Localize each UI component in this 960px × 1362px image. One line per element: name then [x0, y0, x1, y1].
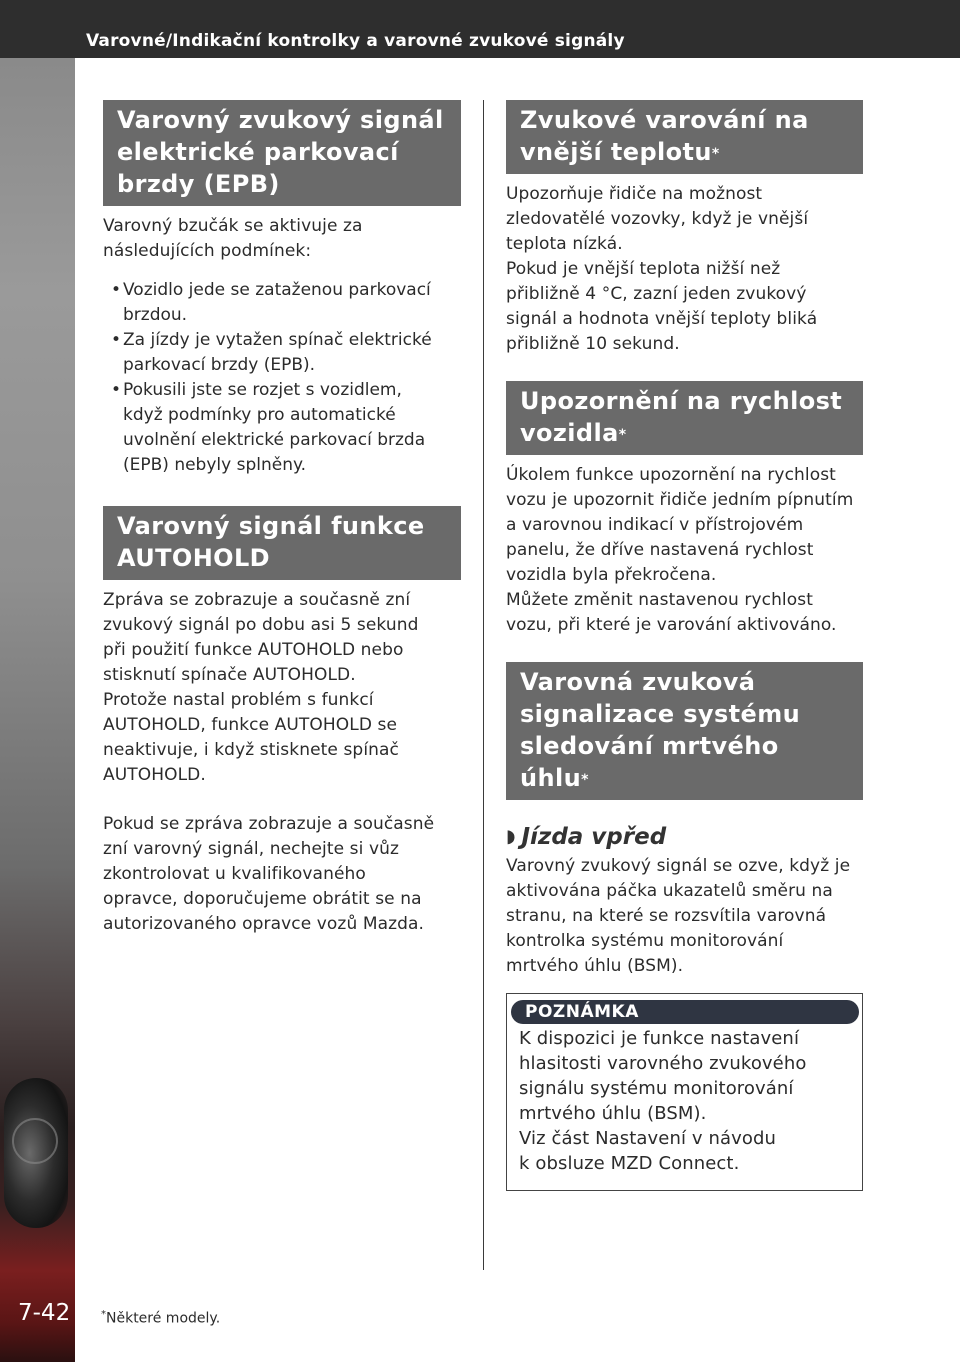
page-number: 7-42: [18, 1300, 71, 1326]
footnote-mark: *: [101, 1309, 106, 1320]
paragraph-line: aktivována páčka ukazatelů směru na: [506, 881, 833, 901]
section-heading-outside-temp: [506, 100, 863, 174]
right-column: [506, 100, 863, 1191]
paragraph-line: stisknutí spínače AUTOHOLD.: [103, 665, 356, 685]
paragraph-line: zledovatělé vozovky, když je vnější: [506, 209, 809, 229]
paragraph-line: Varovný zvukový signál se ozve, když je: [506, 856, 851, 876]
paragraph-line: vozidla byla překročena.: [506, 565, 717, 585]
section-heading-bsm: [506, 662, 863, 800]
autohold-paragraph-2: [103, 812, 461, 937]
paragraph-line: neaktivuje, i když stisknete spínač: [103, 740, 399, 760]
bsm-paragraph: [506, 854, 863, 979]
paragraph-line: Zpráva se zobrazuje a současně zní: [103, 590, 411, 610]
heading-line: Varovná zvuková: [520, 668, 756, 696]
paragraph-line: následujících podmínek:: [103, 241, 312, 261]
section-heading-autohold: [103, 506, 461, 580]
bullet-line: Pokusili jste se rozjet s vozidlem,: [123, 380, 402, 400]
paragraph-line: Protože nastal problém s funkcí: [103, 690, 374, 710]
paragraph-line: Pokud je vnější teplota nižší než: [506, 259, 781, 279]
paragraph-line: AUTOHOLD, funkce AUTOHOLD se: [103, 715, 398, 735]
bullet-item: [103, 328, 461, 378]
paragraph-line: panelu, že dříve nastavená rychlost: [506, 540, 814, 560]
paragraph-line: zní varovný signál, nechejte si vůz: [103, 839, 400, 859]
note-line: K dispozici je funkce nastavení: [519, 1028, 800, 1049]
note-line: k obsluze MZD Connect.: [519, 1153, 740, 1174]
bullet-item: [103, 278, 461, 328]
section-heading-epb: [103, 100, 461, 206]
paragraph-line: a varovnou indikací v přístrojovém: [506, 515, 804, 535]
paragraph-line: Pokud se zpráva zobrazuje a současně: [103, 814, 435, 834]
left-column: [103, 100, 461, 937]
bullet-line: když podmínky pro automatické: [123, 405, 396, 425]
bullet-line: parkovací brzdy (EPB).: [123, 355, 316, 375]
heading-line: [520, 136, 849, 168]
paragraph-line: autorizovaného opravce vozů Mazda.: [103, 914, 425, 934]
bullet-line: Za jízdy je vytažen spínač elektrické: [123, 330, 432, 350]
bullet-line: Vozidlo jede se zataženou parkovací: [123, 280, 431, 300]
note-line: signálu systému monitorování: [519, 1078, 794, 1099]
bullet-line: uvolnění elektrické parkovací brzda: [123, 430, 426, 450]
header-bar: [0, 0, 960, 58]
paragraph-line: opravce, doporučujeme obrátit se na: [103, 889, 422, 909]
paragraph-line: přibližně 4 °C, zazní jeden zvukový: [506, 284, 807, 304]
heading-line: [520, 417, 849, 449]
paragraph-line: přibližně 10 sekund.: [506, 334, 680, 354]
note-label: POZNÁMKA: [511, 1000, 859, 1024]
subsection-heading: [506, 822, 863, 854]
heading-line: Varovný signál funkce: [117, 512, 425, 540]
bullet-item: [103, 378, 461, 478]
section-heading-speed-alert: [506, 381, 863, 455]
paragraph-line: vozu je upozornit řidiče jedním pípnutím: [506, 490, 854, 510]
paragraph-line: zkontrolovat u kvalifikovaného: [103, 864, 366, 884]
paragraph-line: zvukový signál po dobu asi 5 sekund: [103, 615, 419, 635]
paragraph-line: mrtvého úhlu (BSM).: [506, 956, 684, 976]
paragraph-line: Úkolem funkce upozornění na rychlost: [506, 465, 836, 485]
asterisk-mark: *: [618, 427, 627, 443]
heading-line: Zvukové varování na: [520, 106, 809, 134]
autohold-paragraph-1: [103, 588, 461, 788]
paragraph-line: stranu, na které se rozsvítila varovná: [506, 906, 827, 926]
paragraph-line: teplota nízká.: [506, 234, 623, 254]
heading-line: elektrické parkovací: [117, 138, 399, 166]
subsection-title: Jízda vpřed: [521, 824, 667, 850]
heading-line: AUTOHOLD: [117, 544, 271, 572]
heading-line: brzdy (EPB): [117, 170, 280, 198]
footnote: [101, 1309, 220, 1327]
note-line: Viz část Nastavení v návodu: [519, 1128, 777, 1149]
note-line: hlasitosti varovného zvukového: [519, 1053, 807, 1074]
footnote-text: Některé modely.: [106, 1310, 221, 1327]
paragraph-line: AUTOHOLD.: [103, 765, 206, 785]
headlamp-ring: [12, 1118, 58, 1164]
bullet-dot: •: [111, 380, 122, 400]
bullet-dot: •: [111, 330, 122, 350]
paragraph-line: vozu, při které je varování aktivováno.: [506, 615, 837, 635]
heading-line: signalizace systému: [520, 700, 801, 728]
heading-line: Varovný zvukový signál: [117, 106, 444, 134]
bullet-line: (EPB) nebyly splněny.: [123, 455, 307, 475]
paragraph-line: signál a hodnota vnější teploty bliká: [506, 309, 818, 329]
asterisk-mark: *: [581, 772, 589, 788]
bullet-line: brzdou.: [123, 305, 188, 325]
heading-line: [520, 730, 849, 794]
paragraph-line: Varovný bzučák se aktivuje za: [103, 216, 363, 236]
heading-text: sledování mrtvého úhlu: [520, 732, 779, 792]
paragraph-line: kontrolka systému monitorování: [506, 931, 784, 951]
bullet-dot: •: [111, 280, 122, 300]
asterisk-mark: *: [711, 146, 720, 162]
paragraph-line: Upozorňuje řidiče na možnost: [506, 184, 763, 204]
page-header-title: Varovné/Indikační kontrolky a varovné zvukové signály: [86, 31, 625, 51]
note-line: mrtvého úhlu (BSM).: [519, 1103, 707, 1124]
side-strip: [0, 58, 75, 1362]
speed-alert-paragraph: [506, 463, 863, 638]
outside-temp-paragraph: [506, 182, 863, 357]
paragraph-line: při použití funkce AUTOHOLD nebo: [103, 640, 404, 660]
section-marker-icon: ◗: [506, 826, 516, 847]
column-divider: [483, 100, 484, 1270]
note-box: [506, 993, 863, 1191]
heading-line: Upozornění na rychlost: [520, 387, 843, 415]
heading-text: vnější teplotu: [520, 138, 712, 166]
heading-text: vozidla: [520, 419, 619, 447]
paragraph-line: Můžete změnit nastavenou rychlost: [506, 590, 813, 610]
